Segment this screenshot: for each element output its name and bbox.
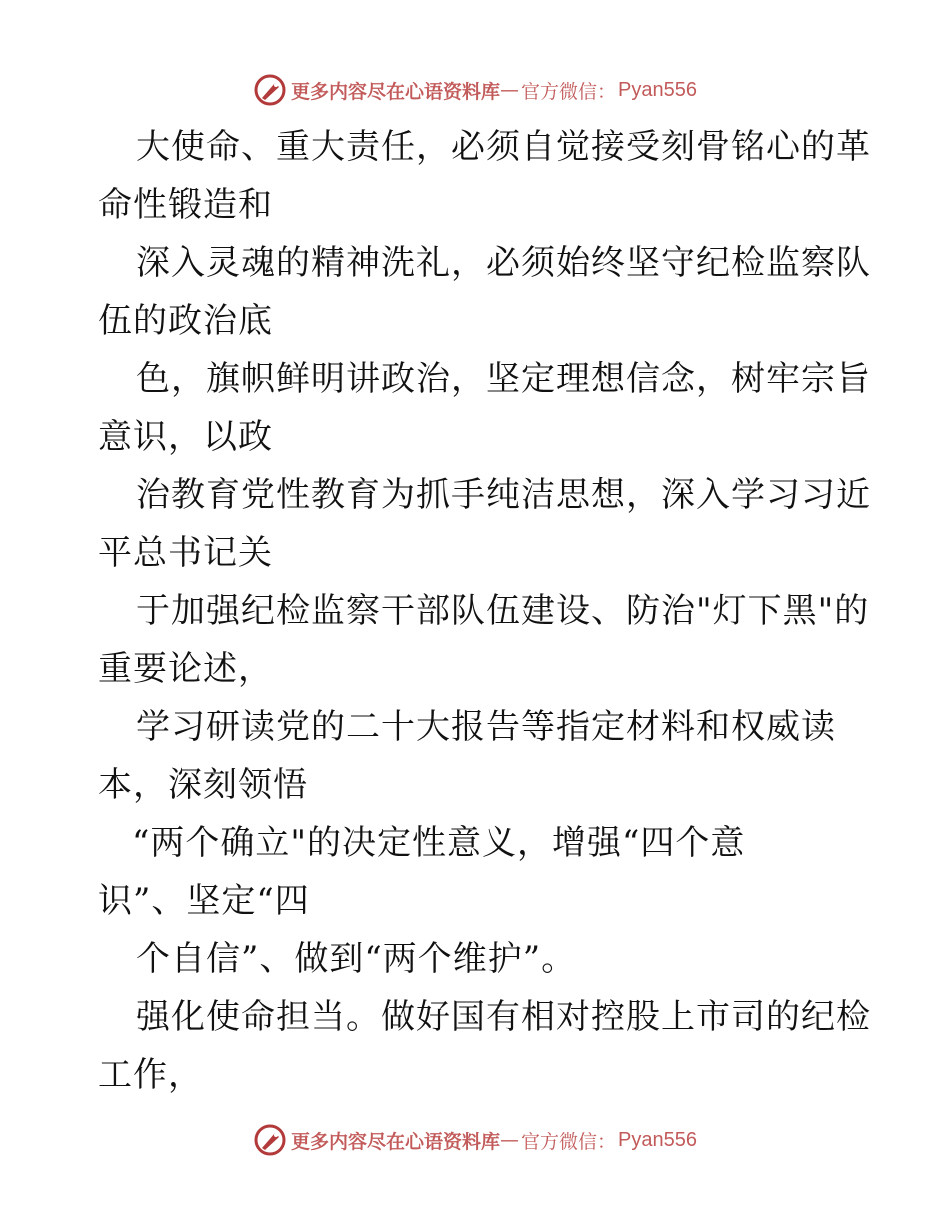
pen-nib-icon [253, 1123, 287, 1157]
pen-nib-icon [253, 73, 287, 107]
text-line: 命性锻造和 [98, 185, 273, 225]
text-line: 色，旗帜鲜明讲政治，坚定理想信念，树牢宗旨 [136, 359, 871, 399]
text-line: 于加强纪检监察干部队伍建设、防治"灯下黑"的 [136, 591, 870, 631]
banner-main-text: 更多内容尽在心语资料库 [291, 1130, 501, 1153]
text-line: 伍的政治底 [98, 301, 273, 341]
banner-wechat-label: 官方微信： [521, 80, 617, 103]
banner-wechat-id: Pyan556 [618, 78, 697, 101]
banner-wechat-id: Pyan556 [618, 1128, 697, 1151]
banner-wechat-label: 官方微信： [521, 1130, 617, 1153]
text-line: 治教育党性教育为抓手纯洁思想，深入学习习近 [136, 475, 871, 515]
text-line: 识”、坚定“四 [98, 881, 310, 921]
banner-dash: — [500, 79, 520, 101]
header-banner [0, 70, 950, 110]
footer-banner [0, 1120, 950, 1160]
text-line: 工作， [98, 1055, 203, 1095]
text-line: 平总书记关 [98, 533, 273, 573]
text-line: 强化使命担当。做好国有相对控股上市司的纪检 [136, 997, 871, 1037]
text-line: “两个确立"的决定性意义，增强“四个意 [132, 823, 746, 863]
text-line: 意识，以政 [98, 417, 273, 457]
banner-main-text: 更多内容尽在心语资料库 [291, 80, 501, 103]
banner-dash: — [500, 1129, 520, 1151]
text-line: 深入灵魂的精神洗礼，必须始终坚守纪检监察队 [136, 243, 871, 283]
text-line: 个自信”、做到“两个维护”。 [136, 939, 577, 979]
text-line: 大使命、重大责任，必须自觉接受刻骨铭心的革 [136, 127, 871, 167]
document-body [98, 118, 871, 1104]
text-line: 重要论述， [98, 649, 273, 689]
text-line: 学习研读党的二十大报告等指定材料和权威读 [136, 707, 836, 747]
text-line: 本，深刻领悟 [98, 765, 308, 805]
